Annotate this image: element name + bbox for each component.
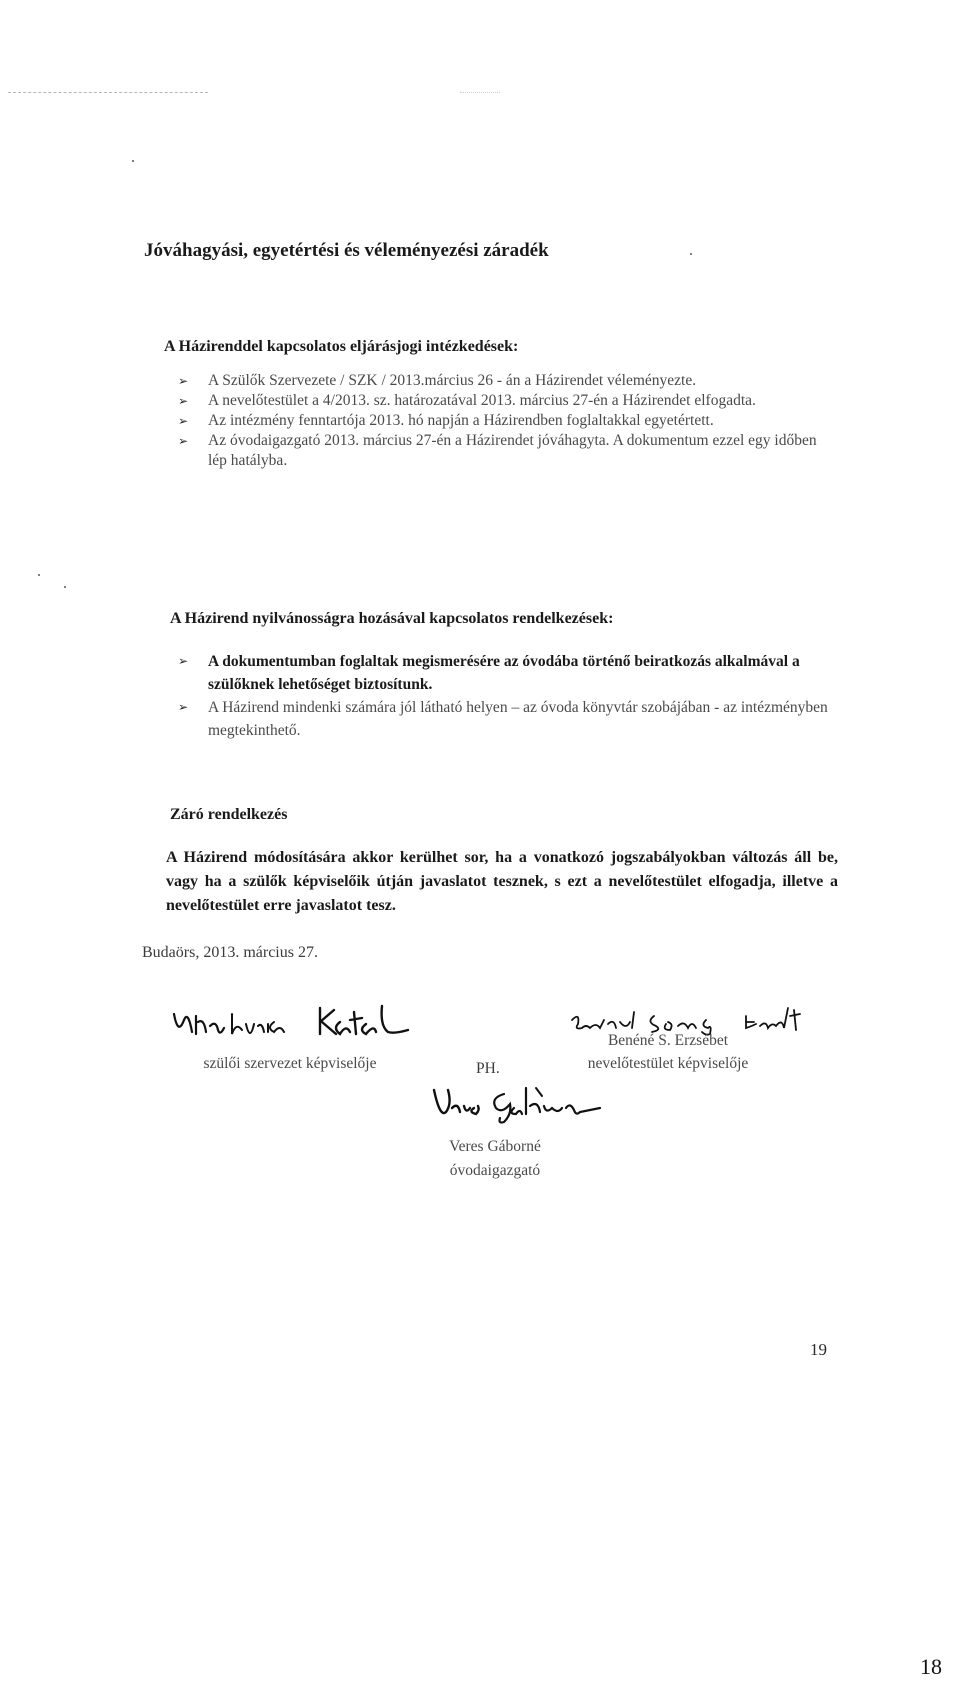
scan-speck bbox=[64, 586, 66, 588]
scan-artifact-line bbox=[460, 92, 500, 93]
arrow-bullet-icon: ➢ bbox=[178, 654, 189, 668]
list-item-text: Az intézmény fenntartója 2013. hó napján a Házirendben foglaltakkal egyetértett. bbox=[208, 412, 714, 429]
list-item bbox=[178, 391, 838, 411]
procedures-list bbox=[178, 371, 838, 471]
page-number-outer: 18 bbox=[920, 1654, 942, 1679]
scan-artifact-line bbox=[8, 92, 208, 93]
list-item bbox=[178, 431, 838, 471]
publicity-list bbox=[178, 650, 838, 742]
director-name: Veres Gáborné bbox=[449, 1138, 541, 1155]
arrow-bullet-icon: ➢ bbox=[178, 434, 189, 448]
arrow-bullet-icon: ➢ bbox=[178, 414, 189, 428]
arrow-bullet-icon: ➢ bbox=[178, 374, 189, 388]
list-item bbox=[178, 696, 838, 742]
list-item bbox=[178, 650, 838, 696]
scan-speck bbox=[690, 253, 692, 255]
list-item-text: A Szülők Szervezete / SZK / 2013.március 26 - án a Házirendet véleményezte. bbox=[208, 372, 697, 389]
section-heading-procedures: A Házirenddel kapcsolatos eljárásjogi intézkedések: bbox=[164, 338, 519, 355]
staff-representative-name: Benéné S. Erzsébet bbox=[607, 1032, 729, 1049]
director-signature bbox=[430, 1084, 610, 1124]
director-role: óvodaigazgató bbox=[449, 1162, 541, 1179]
document-title: Jóváhagyási, egyetértési és véleményezési záradék bbox=[144, 240, 549, 261]
section-heading-closing: Záró rendelkezés bbox=[170, 806, 288, 823]
closing-paragraph: A Házirend módosítására akkor kerülhet sor, ha a vonatkozó jogszabályokban változás áll be, vagy ha a szülők képviselőik útján javaslatot tesznek, s ezt a nevelőtestület elfogadja, illetve a nevelőtestület erre javaslatot tesz. bbox=[166, 849, 838, 914]
page-number-inner: 19 bbox=[810, 1340, 827, 1359]
list-item bbox=[178, 411, 838, 431]
section-heading-publicity: A Házirend nyilvánosságra hozásával kapcsolatos rendelkezések: bbox=[170, 610, 614, 627]
staff-representative-role: nevelőtestület képviselője bbox=[587, 1055, 749, 1072]
stamp-placeholder: PH. bbox=[476, 1060, 500, 1077]
list-item-text: A nevelőtestület a 4/2013. sz. határozatával 2013. március 27-én a Házirendet elfogadta. bbox=[208, 392, 756, 409]
arrow-bullet-icon: ➢ bbox=[178, 394, 189, 408]
staff-representative-signature bbox=[570, 1002, 810, 1036]
place-and-date: Budaörs, 2013. március 27. bbox=[142, 944, 318, 961]
scan-speck bbox=[38, 574, 40, 576]
parent-representative-signature bbox=[170, 1002, 430, 1042]
parent-representative-role: szülői szervezet képviselője bbox=[203, 1055, 377, 1072]
list-item-text: A Házirend mindenki számára jól látható helyen – az óvoda könyvtár szobájában - az intézményben megtekinthető. bbox=[208, 699, 828, 739]
list-item-text: A dokumentumban foglaltak megismerésére az óvodába történő beiratkozás alkalmával a szülőknek lehetőséget biztosítunk. bbox=[208, 653, 800, 693]
list-item bbox=[178, 371, 838, 391]
scan-speck bbox=[132, 160, 134, 162]
list-item-text: Az óvodaigazgató 2013. március 27-én a Házirendet jóváhagyta. A dokumentum ezzel egy időben lép hatályba. bbox=[208, 432, 817, 469]
arrow-bullet-icon: ➢ bbox=[178, 700, 189, 714]
